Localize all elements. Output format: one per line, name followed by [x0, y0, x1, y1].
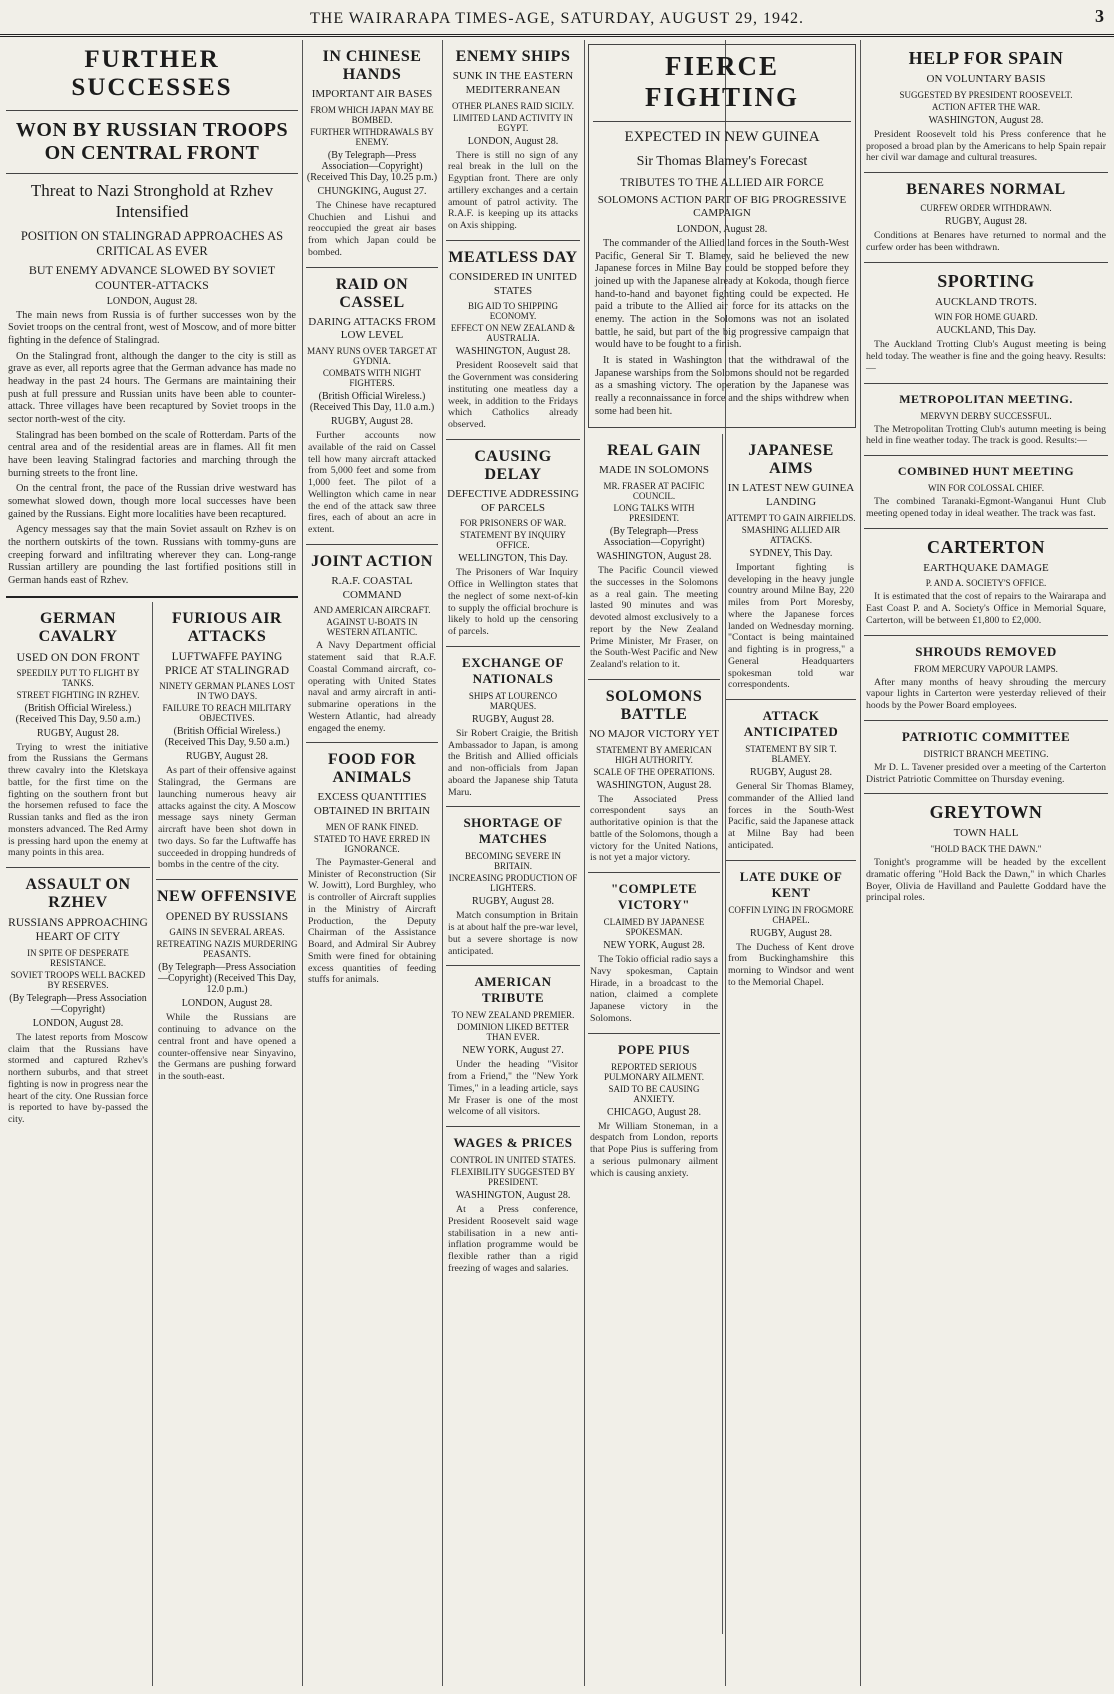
article-deck: EXCESS QUANTITIES OBTAINED IN BRITAIN	[313, 791, 431, 817]
article-dateline: NEW YORK, August 28.	[603, 940, 705, 952]
article-dateline: AUCKLAND, This Day.	[936, 325, 1036, 337]
article-subdeck: BIG AID TO SHIPPING ECONOMY.	[468, 301, 558, 322]
article-subdeck: P. AND A. SOCIETY'S OFFICE.	[925, 578, 1047, 589]
article-dateline: RUGBY, August 28.	[471, 896, 555, 908]
article-deck: TOWN HALL	[953, 827, 1019, 840]
article-credit: (By Telegraph—Press Association—Copyright)	[9, 992, 147, 1015]
article-headline: GREYTOWN	[929, 802, 1043, 823]
article-headline: FURIOUS AIR ATTACKS	[172, 609, 282, 645]
article-text: The Auckland Trotting Club's August meeting is being held today. The weather is fine and the going heavy. Results:—	[866, 339, 1106, 374]
article-dateline: WASHINGTON, August 28.	[455, 1190, 571, 1201]
article-text: Important fighting is developing in the heavy jungle country around Milne Bay, 220 miles from Port Moresby, where the Japanese forces landed on Wednesday morning. "Contact is being maintained and fighting is in progress," a General Headquarters spokesman told war correspondents.	[728, 561, 854, 691]
article-headline: AMERICAN TRIBUTE	[474, 974, 552, 1006]
article-headline: COMBINED HUNT MEETING	[897, 464, 1075, 478]
article-headline: ASSAULT ON RZHEV	[25, 876, 131, 912]
article-subdeck: FOR PRISONERS OF WAR.	[459, 518, 567, 529]
article-deck: CONTROL IN UNITED STATES.	[450, 1155, 576, 1165]
article-subdeck: IN SPITE OF DESPERATE RESISTANCE.	[27, 947, 129, 968]
article-headline: NEW OFFENSIVE	[156, 888, 297, 906]
article-text: Mr William Stoneman, in a despatch from London, reports that Pope Pius is suffering from a serious pulmonary ailment which is causing anxiety.	[590, 1120, 718, 1179]
article-dateline: LONDON, August 28.	[181, 998, 273, 1010]
article-headline: BENARES NORMAL	[906, 181, 1066, 198]
article-dateline: RUGBY, August 28.	[330, 416, 414, 427]
article-dateline: LONDON, August 28.	[467, 135, 559, 147]
article-text: Conditions at Benares have returned to normal and the curfew order has been withdrawn.	[866, 230, 1106, 253]
banner-deck: TRIBUTES TO THE ALLIED AIR FORCE	[620, 177, 824, 190]
article-dateline: RUGBY, August 28.	[749, 927, 833, 939]
column-4a	[588, 434, 720, 1182]
lead-deck-1: WON BY RUSSIAN TROOPS ON CENTRAL FRONT	[15, 119, 289, 164]
article-subdeck: AND AMERICAN AIRCRAFT.	[313, 605, 431, 616]
article-headline: JOINT ACTION	[311, 552, 433, 570]
article-deck: FROM MERCURY VAPOUR LAMPS.	[914, 663, 1058, 674]
article-deck: LUFTWAFFE PAYING PRICE AT STALINGRAD	[164, 650, 290, 677]
article-credit: (British Official Wireless.) (Received This Day, 9.50 a.m.)	[15, 702, 141, 725]
article-deck: MADE IN SOLOMONS	[598, 464, 709, 477]
article-headline: ATTACK ANTICIPATED	[743, 708, 839, 740]
article-headline: POPE PIUS	[617, 1041, 691, 1057]
article-deck: SHIPS AT LOURENCO MARQUES.	[468, 690, 558, 711]
article-dateline: LONDON, August 28.	[32, 1017, 124, 1029]
article-deck: TO NEW ZEALAND PREMIER.	[451, 1010, 575, 1021]
article-text: The Duchess of Kent drove from Buckinghamshire this morning to Windsor and went to the Memorial Chapel.	[728, 941, 854, 988]
article-headline: FOOD FOR ANIMALS	[328, 751, 416, 787]
article-subdeck: "HOLD BACK THE DAWN."	[930, 844, 1042, 854]
article-subdeck: LIMITED LAND ACTIVITY IN EGYPT.	[453, 112, 573, 133]
column-rule	[860, 40, 861, 1686]
article-deck: OPENED BY RUSSIANS	[165, 911, 289, 924]
article-deck: CONSIDERED IN UNITED STATES	[449, 270, 577, 297]
article-dateline: NEW YORK, August 27.	[462, 1045, 564, 1057]
page-number: 3	[1095, 6, 1104, 26]
article-text: Tonight's programme will be headed by the excellent dramatic offering "Hold Back the Dawn," in which Charles Boyer, Olivia de Havilland and Paulette Goddard have the principal roles.	[866, 857, 1106, 904]
column-rule	[302, 40, 303, 1686]
article-furious-air-attacks	[156, 602, 298, 1086]
article-deck: EARTHQUAKE DAMAGE	[923, 561, 1049, 574]
column-5	[864, 40, 1108, 1686]
article-subdeck: MR. FRASER AT PACIFIC COUNCIL.	[603, 481, 705, 502]
article-headline: EXCHANGE OF NATIONALS	[462, 654, 564, 686]
article-deck: COFFIN LYING IN FROGMORE CHAPEL.	[728, 904, 854, 925]
article-headline: IN CHINESE HANDS	[322, 48, 422, 83]
article-text: The Tokio official radio says a Navy spokesman, Captain Hirade, in a broadcast to the nation, claimed a complete Japanese victory in the Solomons.	[590, 954, 718, 1024]
lead-deck-2: Threat to Nazi Stronghold at Rzhev Intensified	[30, 181, 274, 222]
article-subdeck: SUGGESTED BY PRESIDENT ROOSEVELT.	[899, 89, 1073, 100]
article-deck: BECOMING SEVERE IN BRITAIN.	[465, 851, 561, 872]
article-text: The Pacific Council viewed the successes in the Solomons as a real gain. The meeting lasted 90 minutes and was devoted almost exclusively to a report by the New Zealand Prime Minister, Mr Fraser, on the South-West Pacific and New Zealand's relation to it.	[590, 565, 718, 671]
banner-deck: Sir Thomas Blamey's Forecast	[636, 153, 808, 169]
article-subdeck: SAID TO BE CAUSING ANXIETY.	[608, 1083, 700, 1104]
lead-paragraph: The main news from Russia is of further successes won by the Soviet troops on the central front, west of Moscow, and of more bitter fighting in the defence of Stalingrad.	[8, 309, 296, 347]
article-text: The latest reports from Moscow claim that the Russians have stormed and captured Rzhev's northern suburbs, and that street fighting is now in progress near the heart of the city. One Russian force is reported to have by-passed the city.	[8, 1031, 148, 1126]
article-headline: RAID ON CASSEL	[335, 275, 409, 311]
article-text: The combined Taranaki-Egmont-Wanganui Hunt Club meeting opened today in ideal weather. The track was fast.	[866, 496, 1106, 519]
article-text: While the Russians are continuing to advance on the central front and have opened a counter-offensive near Sinyavino, the Germans are pushing forward in the south-east.	[158, 1012, 296, 1083]
article-subdeck: LONG TALKS WITH PRESIDENT.	[613, 503, 695, 524]
article-dateline: WASHINGTON, August 28.	[455, 346, 571, 358]
article-text: A Navy Department official statement said that R.A.F. Coastal Command aircraft, co-operating with United States naval and army aircraft in anti-submarine operations in the Western Atlantic, had already engaged the enemy.	[308, 640, 436, 734]
banner-paragraph: The commander of the Allied land forces in the South-West Pacific, General Sir T. Blamey, said he believed the new Japanese forces in Milne Bay could be stopped before they joined up with the Japanese already at Kokoda, though fierce hand-to-hand and bayonet fighting could be expected. He paid a tribute to the Allied air force for its attacks on the enemy. The action in the Solomons was not an isolated battle, he said, but part of the big progressive campaign that would have to be fought to a finish.	[595, 238, 849, 351]
article-deck: IN LATEST NEW GUINEA LANDING	[727, 482, 855, 509]
article-dateline: WASHINGTON, August 28.	[596, 779, 712, 791]
article-headline: "COMPLETE VICTORY"	[610, 881, 698, 913]
article-headline: METROPOLITAN MEETING.	[899, 391, 1073, 406]
article-text: It is estimated that the cost of repairs to the Wairarapa and East Coast P. and A. Society's Office in Memorial Square, Carterton, will be between £1,800 to £2,000.	[866, 591, 1106, 626]
lead-article-russia	[6, 40, 298, 1686]
article-text: General Sir Thomas Blamey, commander of the Allied land forces in the South-West Pacific, said the Japanese attack at Milne Bay had been anticipated.	[728, 781, 854, 851]
masthead-title: THE WAIRARAPA TIMES-AGE, SATURDAY, AUGUST 29, 1942.	[309, 10, 805, 27]
article-text: The Paymaster-General and Minister of Reconstruction (Sir W. Jowitt), Lord Burghley, who is controller of Aircraft supplies in the Ministry of Aircraft Production, the Deputy Chairman of the Assistance Board, and Admiral Sir Aubrey Smith were fined for obtaining excess quantities of feeding stuffs for animals.	[308, 856, 436, 986]
article-deck: CURFEW ORDER WITHDRAWN.	[920, 203, 1052, 213]
article-subdeck: FROM WHICH JAPAN MAY BE BOMBED.	[310, 104, 434, 125]
article-deck: REPORTED SERIOUS PULMONARY AILMENT.	[603, 1061, 704, 1082]
article-text: The Prisoners of War Inquiry Office in Wellington states that the neglect of some next-of-kin to supply the official brochure is likely to hold up the censoring of parcels.	[448, 567, 578, 637]
article-text: Match consumption in Britain is at about half the pre-war level, but a severe shortage is now anticipated.	[448, 910, 578, 957]
article-headline: REAL GAIN	[607, 442, 701, 460]
article-deck: NO MAJOR VICTORY YET	[589, 727, 719, 740]
lead-paragraph: Stalingrad has been bombed on the scale of Rotterdam. Parts of the central area and of the residential areas are in flames. All fit men have been leaving Stalingrad factories and marching through the burning streets to the front line.	[8, 429, 296, 479]
article-subdeck: MANY RUNS OVER TARGET AT GYDNIA.	[307, 346, 437, 366]
article-text: Mr D. L. Tavener presided over a meeting of the Carterton District Patriotic Committee on Thursday evening.	[866, 761, 1106, 785]
article-text: Trying to wrest the initiative from the Russians the Germans threw cavalry into the Kletskaya battle, for the first time on the fighting on the southern front but the horsemen refused to face the Russian tanks and fled as the iron monsters advanced. The Red Army is pressing hard upon the enemy at many points in this area.	[8, 741, 148, 859]
article-dateline: RUGBY, August 28.	[36, 727, 120, 739]
article-headline: WAGES & PRICES	[453, 1135, 573, 1150]
article-subdeck: OTHER PLANES RAID SICILY.	[452, 100, 574, 111]
article-subdeck: COMBATS WITH NIGHT FIGHTERS.	[322, 368, 422, 388]
article-subdeck: STATED TO HAVE ERRED IN IGNORANCE.	[313, 833, 431, 854]
article-text: President Roosevelt told his Press conference that he proposed a broad plan by the Americans to help Spain repair her civil war damage and cultural treasures.	[866, 128, 1106, 164]
article-subdeck: GAINS IN SEVERAL AREAS.	[169, 927, 285, 938]
column-2	[306, 40, 438, 1686]
article-german-cavalry	[6, 602, 150, 1129]
article-text: The Metropolitan Trotting Club's autumn meeting is being held in fine weather today. The track is good. Results:—	[866, 423, 1106, 447]
article-deck: DEFECTIVE ADDRESSING OF PARCELS	[447, 487, 579, 514]
column-4	[588, 40, 856, 1686]
article-headline: HELP FOR SPAIN	[908, 48, 1064, 68]
article-text: At a Press conference, President Roosevelt said wage stabilisation in a new anti-inflation programme would be flexible rather than a rigid freezing of wages and salaries.	[448, 1204, 578, 1274]
article-deck: WIN FOR COLOSSAL CHIEF.	[928, 483, 1044, 493]
article-headline: JAPANESE AIMS	[748, 442, 834, 478]
article-subdeck: SPEEDILY PUT TO FLIGHT BY TANKS.	[16, 667, 140, 688]
article-text: Further accounts now available of the raid on Cassel tell how many aircraft attacked from 5,000 feet and some from 1,000 feet. The pilot of a Wellington which came in near the end of the attack saw three fires, each of about an acre in extent.	[308, 430, 436, 535]
article-text: There is still no sign of any real break in the lull on the Egyptian front. There are only artillery exchanges and a certain amount of patrol activity. The R.A.F. is keeping up its attacks on Axis shipping.	[448, 149, 578, 231]
lead-paragraph: On the central front, the pace of the Russian drive westward has somewhat slowed down, though more local successes have been gained by the Russians. Eight more localities have been recaptured.	[8, 483, 296, 520]
article-subdeck: STREET FIGHTING IN RZHEV.	[16, 689, 140, 700]
article-subdeck: WIN FOR HOME GUARD.	[934, 312, 1038, 323]
article-text: Sir Robert Craigie, the British Ambassador to Japan, is among the British and Allied officials and non-officials from Japan aboard the Japanese ship Tatuta Maru.	[448, 727, 578, 798]
banner-deck: EXPECTED IN NEW GUINEA	[624, 129, 820, 145]
lead-deck-3: POSITION ON STALINGRAD APPROACHES AS CRITICAL AS EVER	[20, 228, 284, 259]
article-headline: PATRIOTIC COMMITTEE	[901, 728, 1071, 744]
article-headline: SPORTING	[937, 270, 1035, 291]
article-dateline: CHICAGO, August 28.	[607, 1106, 701, 1118]
article-deck: USED ON DON FRONT	[16, 649, 140, 664]
masthead	[0, 0, 1114, 37]
article-deck: IMPORTANT AIR BASES	[311, 88, 433, 100]
article-subdeck: FURTHER WITHDRAWALS BY ENEMY.	[310, 126, 434, 147]
article-subdeck: AGAINST U-BOATS IN WESTERN ATLANTIC.	[326, 617, 418, 638]
article-headline: SHROUDS REMOVED	[915, 643, 1057, 659]
article-credit: (By Telegraph—Press Association—Copyright) (Received This Day, 12.0 p.m.)	[157, 962, 297, 996]
column-rule	[584, 40, 585, 1686]
lead-paragraph: Agency messages say that the main Soviet assault on Rzhev is on the northern outskirts of the town. Russians with tommy-guns are creeping forward and infiltrating wherever they can. Long-range Russian artillery are pounding the last fortified positions still in German hands east of Rzhev.	[8, 524, 296, 586]
banner-deck: SOLOMONS ACTION PART OF BIG PROGRESSIVE CAMPAIGN	[597, 193, 847, 220]
lead-headline: FURTHER SUCCESSES	[71, 46, 233, 101]
article-dateline: RUGBY, August 28.	[471, 713, 555, 725]
article-credit: (By Telegraph—Press Association—Copyright) (Received This Day, 10.25 p.m.)	[306, 149, 438, 183]
article-dateline: CHUNGKING, August 27.	[317, 185, 427, 197]
article-deck: SUNK IN THE EASTERN MEDITERRANEAN	[452, 70, 574, 96]
article-subdeck: MEN OF RANK FINED.	[325, 821, 419, 832]
article-deck: ON VOLUNTARY BASIS	[926, 73, 1046, 85]
article-headline: CARTERTON	[927, 536, 1045, 557]
article-headline: MEATLESS DAY	[448, 248, 578, 266]
article-headline: SHORTAGE OF MATCHES	[463, 815, 563, 847]
article-subdeck: RETREATING NAZIS MURDERING PEASANTS.	[156, 939, 298, 960]
article-deck: DARING ATTACKS FROM LOW LEVEL	[308, 315, 436, 342]
article-text: President Roosevelt said that the Government was considering instituting one meatless day a week, in addition to the Fridays which Catholics already observed.	[448, 360, 578, 430]
article-deck: RUSSIANS APPROACHING HEART OF CITY	[8, 917, 148, 944]
article-fierce-fighting	[588, 44, 856, 428]
article-headline: SOLOMONS BATTLE	[605, 687, 703, 723]
article-credit: (British Official Wireless.) (Received This Day, 11.0 a.m.)	[309, 391, 435, 413]
article-text: The Chinese have recaptured Chuchien and Lishui and reoccupied the great air bases from which Japan could be bombed.	[308, 199, 436, 258]
column-3	[446, 40, 580, 1686]
article-text: The Associated Press correspondent says an authoritative opinion is that the battle of the Solomons, though a victory for the United Nations, is not yet a major victory.	[590, 793, 718, 864]
banner-paragraph: It is stated in Washington that the withdrawal of the Japanese warships from the Solomons should not be regarded as a smashing victory. The operation by the Japanese was really a reconnaissance in force and the ships withdrew when some had been hit.	[595, 355, 849, 417]
lead-paragraph: On the Stalingrad front, although the danger to the city is still as grave as ever, all reports agree that the German advance has made no headway in the past 24 hours. The Germans are maintaining their push at full pressure and Russian units have been able to counter-attack. Three villages have been recaptured by Soviet troops in the sector north-west of the city.	[8, 350, 296, 425]
banner-dateline: LONDON, August 28.	[676, 224, 768, 236]
article-subdeck: FLEXIBILITY SUGGESTED BY PRESIDENT.	[450, 1167, 576, 1187]
article-deck: R.A.F. COASTAL COMMAND	[331, 574, 413, 601]
article-dateline: SYDNEY, This Day.	[749, 547, 833, 559]
article-subdeck: STATEMENT BY AMERICAN HIGH AUTHORITY.	[596, 744, 712, 765]
article-subdeck: SOVIET TROOPS WELL BACKED BY RESERVES.	[10, 969, 146, 990]
article-subdeck: SMASHING ALLIED AIR ATTACKS.	[741, 524, 841, 545]
article-deck: STATEMENT BY SIR T. BLAMEY.	[745, 744, 837, 765]
article-deck: DISTRICT BRANCH MEETING.	[923, 748, 1049, 759]
article-text: Under the heading "Visitor from a Friend," the "New York Times," in a leading article, says Mr Fraser is one of the most welcome of all visitors.	[448, 1059, 578, 1118]
article-subdeck: DOMINION LIKED BETTER THAN EVER.	[457, 1022, 569, 1043]
article-dateline: RUGBY, August 28.	[185, 751, 269, 763]
column-4b	[726, 434, 856, 991]
article-headline: LATE DUKE OF KENT	[739, 868, 843, 900]
article-subdeck: ATTEMPT TO GAIN AIRFIELDS.	[726, 512, 856, 523]
article-subdeck: ACTION AFTER THE WAR.	[931, 101, 1041, 112]
article-subdeck: SCALE OF THE OPERATIONS.	[593, 766, 715, 777]
article-subdeck: EFFECT ON NEW ZEALAND & AUSTRALIA.	[450, 323, 576, 344]
article-credit: (By Telegraph—Press Association—Copyright)	[603, 526, 705, 549]
article-subdeck: STATEMENT BY INQUIRY OFFICE.	[460, 530, 566, 551]
article-deck: AUCKLAND TROTS.	[935, 295, 1037, 308]
article-credit: (British Official Wireless.) (Received This Day, 9.50 a.m.)	[164, 726, 290, 749]
article-deck: MERVYN DERBY SUCCESSFUL.	[920, 410, 1052, 421]
article-dateline: WASHINGTON, August 28.	[596, 551, 712, 563]
article-headline: ENEMY SHIPS	[455, 48, 571, 65]
article-subdeck: FAILURE TO REACH MILITARY OBJECTIVES.	[162, 703, 292, 724]
banner-headline: FIERCE FIGHTING	[644, 51, 800, 112]
article-dateline: RUGBY, August 28.	[749, 767, 833, 779]
article-dateline: RUGBY, August 28.	[944, 216, 1028, 227]
article-subdeck: INCREASING PRODUCTION OF LIGHTERS.	[448, 873, 578, 894]
lead-deck-4: BUT ENEMY ADVANCE SLOWED BY SOVIET COUNTER-ATTACKS	[28, 262, 276, 292]
article-subdeck: CLAIMED BY JAPANESE SPOKESMAN.	[603, 917, 705, 938]
article-text: After many months of heavy shrouding the mercury vapour lights in Carterton were yesterday relieved of their hoods by the Power Board employees.	[866, 676, 1106, 711]
article-text: As part of their offensive against Stalingrad, the Germans are launching numerous heavy air attacks against the city. A Moscow message says ninety German aircraft have been shot down in two days. So far the Luftwaffe has succeeded in dropping hundreds of bombs in the centre of the city.	[158, 765, 296, 871]
article-dateline: WASHINGTON, August 28.	[928, 114, 1044, 126]
article-headline: GERMAN CAVALRY	[38, 609, 118, 645]
article-dateline: WELLINGTON, This Day.	[458, 553, 568, 565]
lead-dateline: LONDON, August 28.	[106, 295, 198, 307]
column-rule	[442, 40, 443, 1686]
article-headline: CAUSING DELAY	[474, 447, 552, 483]
article-subdeck: NINETY GERMAN PLANES LOST IN TWO DAYS.	[159, 681, 295, 702]
